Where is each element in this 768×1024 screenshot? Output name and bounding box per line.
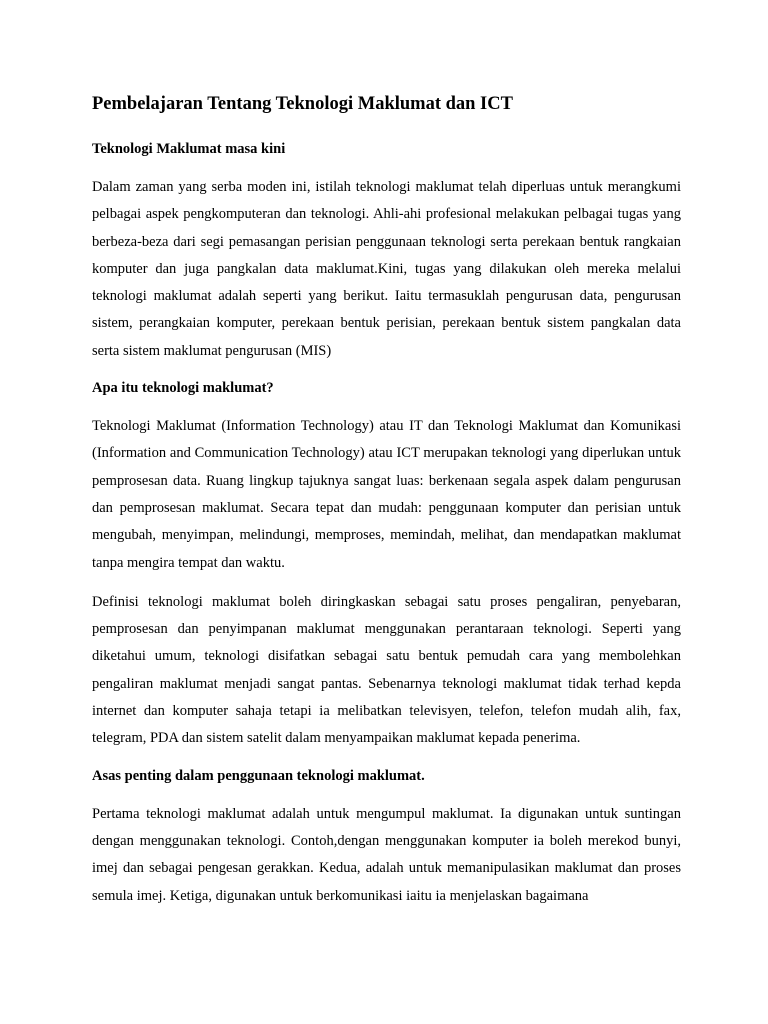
paragraph-masa-kini: Dalam zaman yang serba moden ini, istilah teknologi maklumat telah diperluas untuk merangkumi pelbagai aspek pengkomputeran dan teknologi. Ahli-ahi profesional melakukan pelbagai tugas yang berbeza-beza dari segi pemasangan perisian penggunaan teknologi serta perekaan bentuk rangkaian komputer dan juga pangkalan data maklumat.Kini, tugas yang dilakukan oleh mereka melalui teknologi maklumat adalah seperti yang berikut. Iaitu termasuklah pengurusan data, pengurusan sistem, perangkaian komputer, perekaan bentuk perisian, perekaan bentuk sistem pangkalan data serta sistem maklumat pengurusan (MIS) bbox=[92, 179, 681, 359]
document-title: Pembelajaran Tentang Teknologi Maklumat dan ICT bbox=[92, 94, 513, 114]
paragraph-asas-penting: Pertama teknologi maklumat adalah untuk mengumpul maklumat. Ia digunakan untuk suntingan dengan menggunakan teknologi. Contoh,dengan menggunakan komputer ia boleh merekod bunyi, imej dan sebagai pengesan gerakkan. Kedua, adalah untuk memanipulasikan maklumat dan proses semula imej. Ketiga, digunakan untuk berkomunikasi iaitu ia menjelaskan bagaimana bbox=[92, 805, 681, 904]
paragraph-definisi-ringkas: Definisi teknologi maklumat boleh diringkaskan sebagai satu proses pengaliran, penyebaran, pemprosesan dan penyimpanan maklumat menggunakan perantaraan teknologi. Seperti yang diketahui umum, teknologi disifatkan sebagai satu bentuk pemudah cara yang membolehkan pengaliran maklumat menjadi sangat pantas. Sebenarnya teknologi maklumat tidak terhad kepda internet dan komputer sahaja tetapi ia melibatkan televisyen, telefon, telefon mudah alih, fax, telegram, PDA dan sistem satelit dalam menyampaikan maklumat kepada penerima. bbox=[92, 593, 681, 747]
section-heading-masa-kini: Teknologi Maklumat masa kini bbox=[92, 141, 286, 157]
section-heading-apa-itu: Apa itu teknologi maklumat? bbox=[92, 380, 274, 397]
section-heading-asas-penting: Asas penting dalam penggunaan teknologi maklumat. bbox=[92, 767, 425, 784]
paragraph-definition-it-ict: Teknologi Maklumat (Information Technology) atau IT dan Teknologi Maklumat dan Komunikasi (Information and Communication Technology) atau ICT merupakan teknologi yang diperlukan untuk pemprosesan data. Ruang lingkup tajuknya sangat luas: berkenaan segala aspek dalam pengurusan dan pemprosesan maklumat. Secara tepat dan mudah: penggunaan komputer dan perisian untuk mengubah, menyimpan, melindungi, memproses, memindah, melihat, dan mendapatkan maklumat tanpa mengira tempat dan waktu. bbox=[92, 418, 681, 571]
